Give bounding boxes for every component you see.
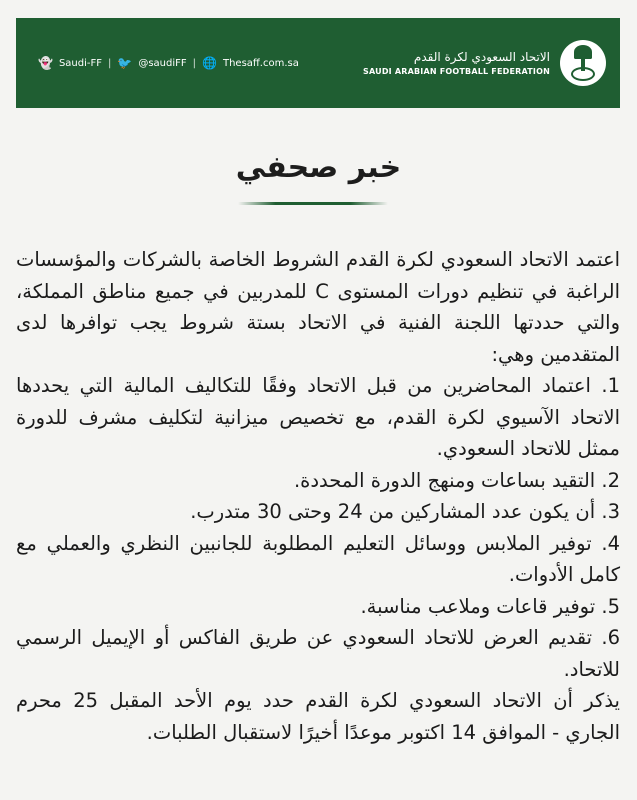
- list-item: 5. توفير قاعات وملاعب مناسبة.: [360, 594, 620, 618]
- federation-name-en: SAUDI ARABIAN FOOTBALL FEDERATION: [363, 67, 550, 76]
- list-item: 4. توفير الملابس ووسائل التعليم المطلوبة للجانبين النظري والعملي مع كامل الأدوات.: [16, 531, 620, 586]
- header-banner: [16, 18, 620, 108]
- separator: |: [192, 57, 197, 69]
- intro-paragraph: اعتمد الاتحاد السعودي لكرة القدم الشروط الخاصة بالشركات والمؤسسات الراغبة في تنظيم دورات المستوى C للمدربين في جميع مناطق المملكة، والتي حددتها اللجنة الفنية في الاتحاد بستة شروط يجب توافرها لدى المتقدمين وهي:: [16, 248, 620, 366]
- list-item: 3. أن يكون عدد المشاركين من 24 وحتى 30 متدرب.: [190, 500, 620, 523]
- snapchat-icon: 👻: [38, 56, 53, 70]
- list-item: 6. تقديم العرض للاتحاد السعودي عن طريق الفاكس أو الإيميل الرسمي للاتحاد.: [16, 626, 620, 681]
- page-title: خبر صحفي: [235, 150, 402, 185]
- federation-name: [363, 50, 550, 76]
- website-link[interactable]: Thesaff.com.sa: [222, 57, 299, 69]
- press-release-body: [16, 244, 620, 748]
- federation-brand: [363, 40, 606, 86]
- federation-name-ar: الاتحاد السعودي لكرة القدم: [413, 50, 550, 64]
- closing-paragraph: يذكر أن الاتحاد السعودي لكرة القدم حدد يوم الأحد المقبل 25 محرم الجاري - الموافق 14 اكتوبر موعدًا أخيرًا لاستقبال الطلبات.: [16, 689, 620, 744]
- social-links: [38, 56, 299, 70]
- title-underline: [238, 202, 388, 205]
- snapchat-handle[interactable]: Saudi-FF: [58, 57, 103, 69]
- ball-shape: [571, 67, 595, 81]
- globe-icon: 🌐: [202, 56, 217, 70]
- list-item: 1. اعتماد المحاضرين من قبل الاتحاد وفقًا للتكاليف المالية التي يحددها الاتحاد الآسيوي لكرة القدم، مع تخصيص ميزانية لتكليف مشرف للدورة ممثل للاتحاد السعودي.: [16, 374, 620, 460]
- federation-logo: [560, 40, 606, 86]
- list-item: 2. التقيد بساعات ومنهج الدورة المحددة.: [293, 468, 620, 492]
- twitter-handle[interactable]: @saudiFF: [138, 57, 187, 69]
- separator: |: [108, 57, 112, 69]
- twitter-icon: 🐦: [117, 56, 133, 70]
